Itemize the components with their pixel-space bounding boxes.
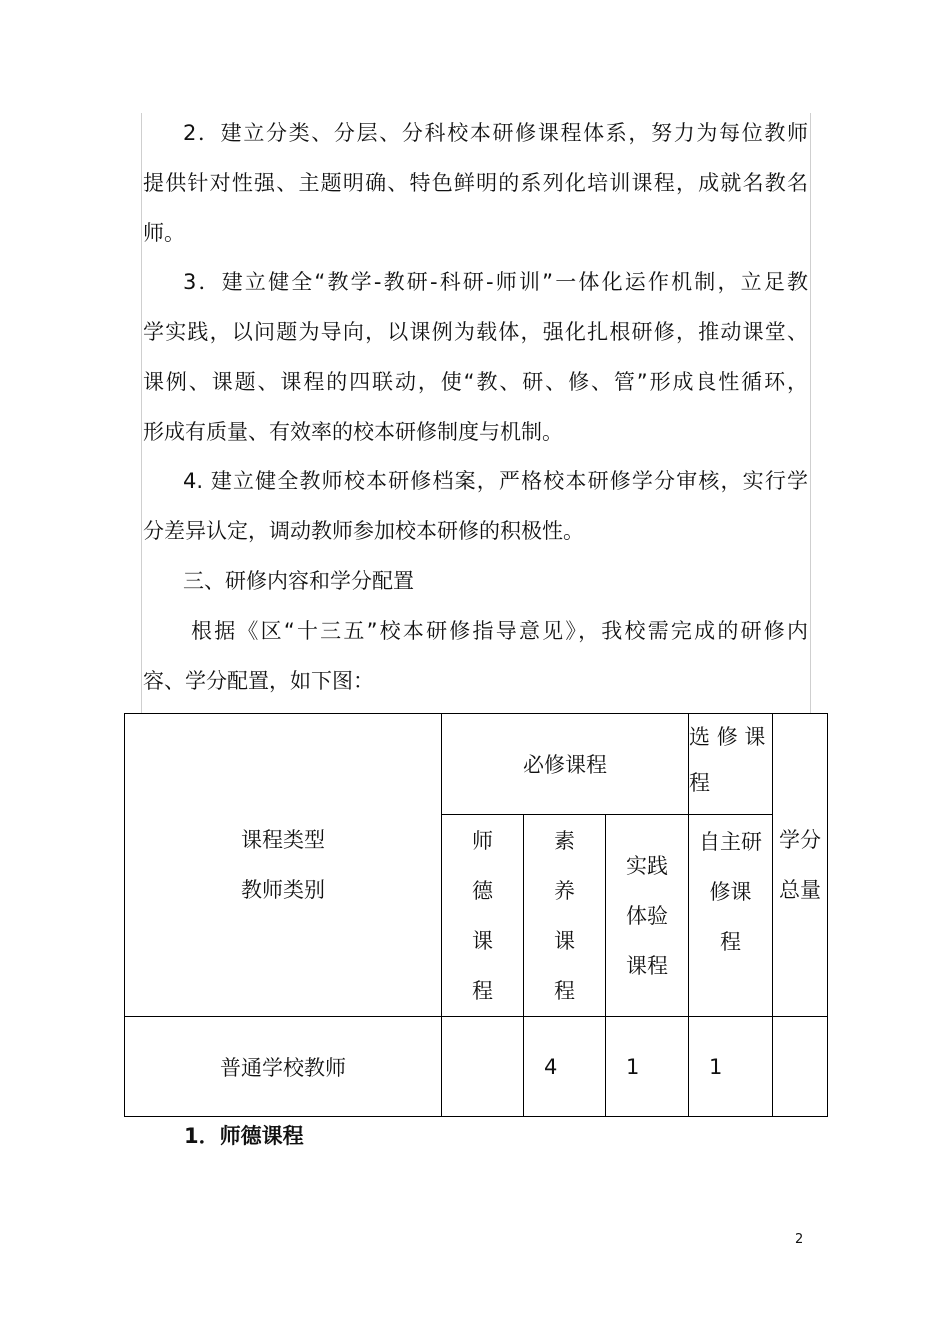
- paragraph-4-line-1: 4. 建立健全教师校本研修档案，严格校本研修学分审核，实行学: [183, 469, 808, 493]
- corner-teacher-category: 教师类别: [241, 878, 325, 902]
- row-teacher-category: [125, 1017, 442, 1117]
- row-literacy-credits: 4: [524, 1017, 606, 1117]
- ethics-char-3: 课: [472, 928, 493, 953]
- row-ethics-credits: [442, 1017, 524, 1117]
- row-practice-credits: 1: [606, 1017, 689, 1117]
- literacy-char-4: 程: [554, 978, 575, 1003]
- ethics-char-2: 德: [472, 878, 493, 903]
- corner-course-type: 课程类型: [241, 828, 325, 852]
- ethics-course-header: [442, 815, 524, 1017]
- required-courses-header: [442, 714, 689, 815]
- ethics-char-1: 师: [472, 828, 493, 853]
- literacy-char-3: 课: [554, 928, 575, 953]
- elective-label-line-1: 选 修 课: [689, 725, 766, 749]
- credit-allocation-table: [124, 713, 828, 1117]
- self-study-line-3: 程: [720, 930, 742, 954]
- practice-line-1: 实践: [626, 853, 668, 878]
- section-3-heading: 三、研修内容和学分配置: [183, 569, 414, 593]
- paragraph-5-line-1: 根据《区“十三五”校本研修指导意见》，我校需完成的研修内: [191, 619, 808, 643]
- literacy-char-2: 养: [554, 878, 575, 903]
- total-credits-header: [773, 714, 828, 1017]
- literacy-course-header: [524, 815, 606, 1017]
- paragraph-3-line-4: 形成有质量、有效率的校本研修制度与机制。: [143, 420, 563, 444]
- paragraph-5-line-2: 容、学分配置，如下图：: [143, 669, 374, 693]
- paragraph-2-line-1: 2．建立分类、分层、分科校本研修课程体系，努力为每位教师: [183, 121, 808, 145]
- total-label-line-2: 总量: [779, 878, 822, 902]
- practice-line-2: 体验: [626, 903, 668, 928]
- self-study-line-2: 修课: [709, 880, 752, 904]
- paragraph-3-line-3: 课例、课题、课程的四联动，使“教、研、修、管”形成良性循环，: [143, 370, 808, 394]
- paragraph-3-line-2: 学实践，以问题为导向，以课例为载体，强化扎根研修，推动课堂、: [143, 320, 808, 344]
- paragraph-2-line-3: 师。: [143, 221, 185, 245]
- row-label-text: 普通学校教师: [220, 1055, 346, 1080]
- total-label-line-1: 学分: [779, 828, 822, 852]
- row-self-study-credits: 1: [689, 1017, 773, 1117]
- subheading-ethics-course: 1．师德课程: [184, 1124, 304, 1148]
- elective-courses-header: [689, 714, 773, 815]
- practice-line-3: 课程: [626, 953, 668, 978]
- literacy-char-1: 素: [554, 828, 575, 853]
- page-number: 2: [795, 1232, 804, 1247]
- self-study-course-header: [689, 815, 773, 1017]
- paragraph-4-line-2: 分差异认定，调动教师参加校本研修的积极性。: [143, 519, 584, 543]
- required-courses-label: 必修课程: [523, 753, 607, 777]
- practice-course-header: [606, 815, 689, 1017]
- row-total-credits: [773, 1017, 828, 1117]
- self-study-line-1: 自主研: [699, 830, 763, 854]
- corner-header-cell: [125, 714, 442, 1017]
- paragraph-3-line-1: 3．建立健全“教学-教研-科研-师训”一体化运作机制，立足教: [183, 270, 808, 294]
- table-row: [125, 1017, 828, 1117]
- elective-label-line-2: 程: [689, 771, 711, 795]
- ethics-char-4: 程: [472, 978, 493, 1003]
- paragraph-2-line-2: 提供针对性强、主题明确、特色鲜明的系列化培训课程，成就名教名: [143, 171, 808, 195]
